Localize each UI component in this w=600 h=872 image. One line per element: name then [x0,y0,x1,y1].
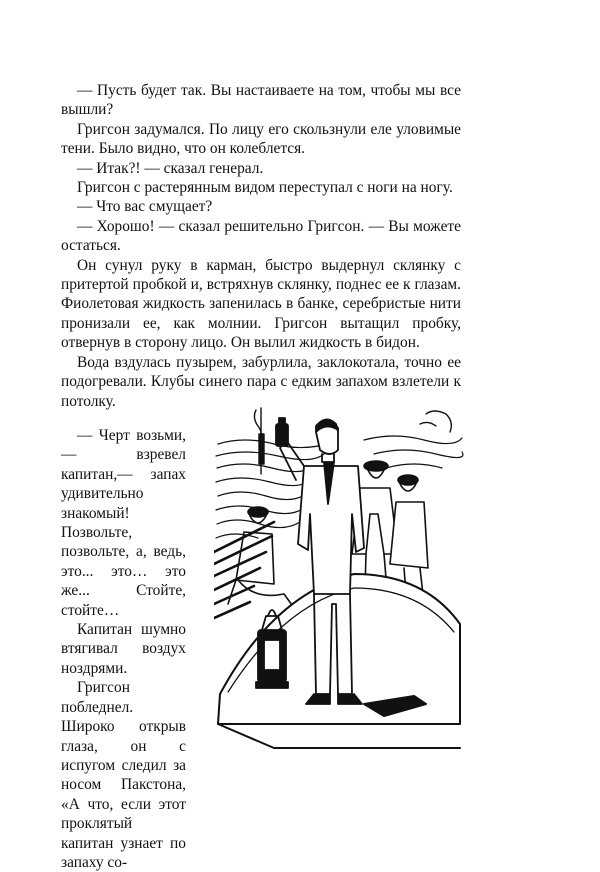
paragraph: Григсон побледнел. Широко открыв глаза, он с испугом следил за носом Пакстона, «А что, если этот проклятый капитан узнает по запаху со- [61,679,186,871]
paragraph: Григсон с растерянным видом переступал с ноги на ногу. [77,179,453,197]
seated-sailor [228,507,300,616]
narrow-text-column [61,426,186,872]
paragraph: Вода вздулась пузырем, забурлила, заклокотала, точно ее подогревали. Клубы синего пара с едким запахом взлетели к потолку. [61,353,461,410]
paragraph: Григсон задумался. По лицу его скользнули еле уловимые тени. Было видно, что он колеблется. [61,120,461,158]
ship-deck-illustration [214,404,464,754]
boat-deck [218,574,460,748]
paragraph: — Что вас смущает? [77,198,213,216]
paragraph: — Хорошо! — сказал решительно Григсон. — Вы можете остаться. [61,217,461,255]
paragraph: — Пусть будет так. Вы настаиваете на том, чтобы мы все вышли? [61,82,461,119]
top-text-block [61,81,461,411]
paragraph: — Черт возьми, — взревел капитан,— запах удивительно знакомый! Позвольте, позвольте, а, ведь, это... это… это же... Стойте, стойте… [61,427,186,619]
paragraph: Капитан шумно втягивал воздух ноздрями. [61,621,186,677]
paragraph: — Итак?! — сказал генерал. [77,159,264,177]
paragraph: Он сунул руку в карман, быстро выдернул склянку с притертой пробкой и, встряхнув склянку, поднес ее к глазам. Фиолетовая жидкость запенилась в банке, серебристые нити пронизали ее, как молнии. Григсон вытащил пробку, отвернув в сторону лицо. Он вылил жидкость в бидон. [61,256,461,352]
